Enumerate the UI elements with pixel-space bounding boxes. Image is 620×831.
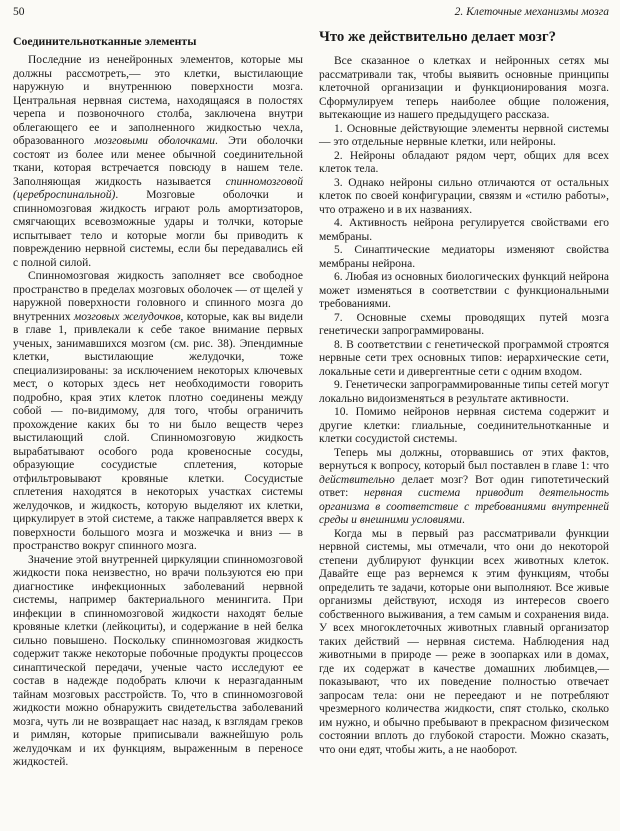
running-head: 2. Клеточные механизмы мозга: [454, 6, 609, 18]
section-heading-what-does-the-brain-do: Что же действительно делает мозг?: [319, 29, 556, 45]
paragraph: Значение этой внутренней циркуляции спинномозговой жидкости пока неизвестно, но врачи пользуются ею при диагностике инфекционных заболеваний нервной системы, например бактериального менингита. При инфекции в спинномозговой жидкости находят белые кровяные клетки (лейкоциты), и содержание в ней белка сильно повышено. Поскольку спинномозговая жидкость содержит также некоторые побочные продукты процессов синаптической передачи, ученые часто исследуют ее состав в надежде подобрать ключи к неразгаданным тайнам мозговых расстройств. То, что в спинномозговой жидкости можно обнаружить свидетельства заболеваний мозга, чуть ли не возвращает нас назад, к взглядам греков и римлян, которые приписывали важнейшую роль желудочкам и их функциям, выраженным в переносе жидкостей.: [13, 553, 303, 768]
paragraph: Спинномозговая жидкость заполняет все свободное пространство в пределах мозговых оболочек — от щелей у наружной поверхности головного и спинного мозга до внутренних мозговых желудочков, которые, как вы видели в главе 1, привлекали к себе такое внимание первых ученых, занимавшихся мозгом (см. рис. 38). Эпендимные клетки, выстилающие желудочки, тоже специализированы: за исключением некоторых ключевых мест, о которых здесь нет необходимости говорить подробно, края этих клеток плотно соединены между собой — по-видимому, для того, чтобы ограничить прохождение каких бы то ни было веществ через выстилающий слой. Спинномозговую жидкость вырабатывают особого рода кровеносные сосуды, образующие сосудистые сплетения, которые отфильтровывают кровяные клетки. Сосудистые сплетения находятся в некоторых участках системы желудочков, и жидкость, которую выделяют их клетки, циркулирует в этой системе, а также направляется вверх к поверхности большого мозга и мозжечка и вниз — в пространство вокруг спинного мозга.: [13, 270, 304, 552]
page-number: 50: [13, 6, 25, 18]
paragraph: Теперь мы должны, оторвавшись от этих фактов, вернуться к вопросу, который был поставлен в главе 1: что действительно делает мозг? Вот один гипотетический ответ: нервная система приводит деятельность организма в соответствие с требованиями внутренней среды и внешними условиями.: [319, 446, 609, 526]
list-item: 10. Помимо нейронов нервная система содержит и другие клетки: глиальные, соединительнотканные и клетки сосудистой системы.: [319, 406, 609, 445]
section-heading-connective-tissue-elements: Соединительнотканные элементы: [13, 34, 197, 48]
page-header: [13, 6, 609, 18]
list-item: 4. Активность нейрона регулируется свойствами его мембраны.: [319, 217, 609, 243]
list-item: 2. Нейроны обладают рядом черт, общих для всех клеток тела.: [319, 149, 609, 175]
list-item: 7. Основные схемы проводящих путей мозга генетически запрограммированы.: [319, 311, 609, 337]
left-column: [13, 27, 303, 770]
paragraph: Когда мы в первый раз рассматривали функции нервной системы, мы отмечали, что они до некоторой степени дублируют функции всех животных клеток. Давайте еще раз вернемся к этим функциям, чтобы определить те задачи, которые они выполняют. Все живые организмы действуют, исходя из интересов своего собственного выживания, а тем самым и сохранения вида. У всех многоклеточных животных главный организатор таких действий — нервная система. Наблюдения над животными в природе — реже в зоопарках или в домах, где их содержат в качестве домашних любимцев,— показывают, что их поведение полностью отвечает запросам тела: они не переедают и не потребляют чрезмерного количества жидкости, спят столько, сколько им нужно, и обычно пребывают в прекрасном физическом состоянии вплоть до глубокой старости. Можно сказать, что они едят, чтобы жить, а не наоборот.: [319, 527, 609, 756]
list-item: 9. Генетически запрограммированные типы сетей могут локально видоизменяться в результате активности.: [319, 379, 610, 405]
list-item: 8. В соответствии с генетической программой строятся нервные сети трех основных типов: иерархические сети, локальные сети и дивергентные сети с одним входом.: [319, 338, 609, 378]
list-item: 1. Основные действующие элементы нервной системы — это отдельные нервные клетки, или нейроны.: [319, 122, 609, 148]
list-item: 5. Синаптические медиаторы изменяют свойства мембраны нейрона.: [319, 244, 609, 270]
text-columns: [13, 27, 609, 770]
paragraph: Последние из ненейронных элементов, которые мы должны рассмотреть,— это клетки, выстилающие наружную и внутреннюю поверхности мозга. Центральная нервная система, находящаяся в полостях черепа и позвоночного столба, заключена внутри облегающего ее и заполненного жидкостью чехла, образованного мозговыми оболочками. Эти оболочки состоят из более или менее обычной соединительной ткани, которая встречается повсюду в нашем теле. Заполняющая жидкость называется спинномозговой (цереброспинальной). Мозговые оболочки и спинномозговая жидкость играют роль амортизаторов, смягчающих всевозможные удары и толчки, которые испытывает тело и которые могли бы приводить к повреждению нервной системы, если бы передавались ей с полной силой.: [13, 54, 303, 269]
paragraph: Все сказанное о клетках и нейронных сетях мы рассматривали так, чтобы выявить основные принципы клеточной организации и функционирования мозга. Сформулируем теперь наиболее общие положения, вытекающие из нашего предыдущего рассказа.: [319, 55, 609, 121]
list-item: 6. Любая из основных биологических функций нейрона может изменяться в соответствии с функциональными требованиями.: [319, 271, 609, 310]
list-item: 3. Однако нейроны сильно отличаются от остальных клеток по своей конфигурации, связям и «стилю работы», что отражено и в их названиях.: [319, 176, 609, 216]
right-column: [319, 27, 609, 770]
